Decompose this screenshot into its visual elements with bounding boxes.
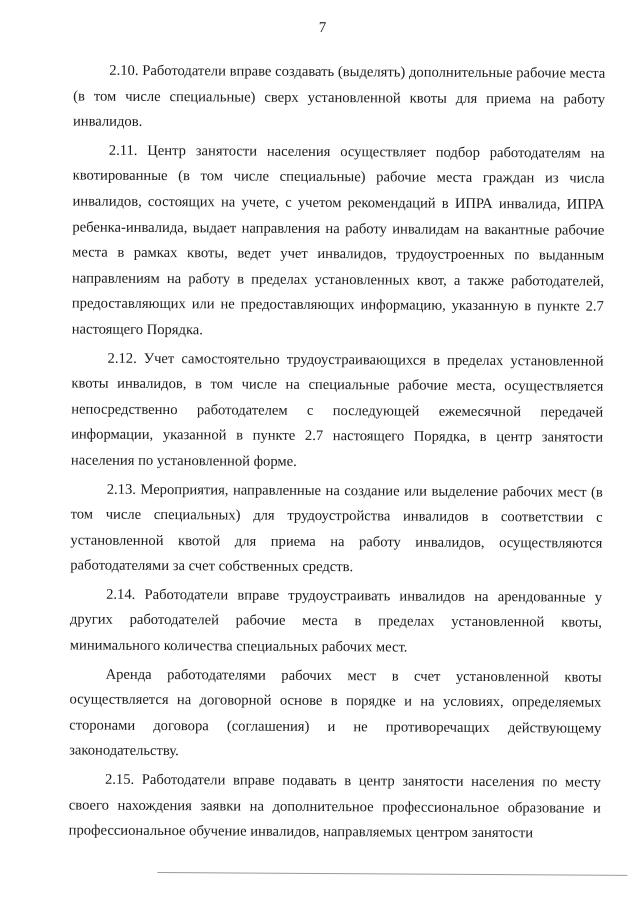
paragraph-2-15: 2.15. Работодатели вправе подавать в центр занятости населения по месту своего нахождения заявки на дополнительное профессиональное образование и профессиональное обучение инвалидов, направляемых центром занятости [68, 771, 602, 842]
paragraph-2-14: 2.14. Работодатели вправе трудоустраивать инвалидов на арендованные у других работодателей рабочие места в пределах установленной квоты, минимального количества специальных рабочих мест. [69, 586, 603, 656]
paragraph-2-13: 2.13. Мероприятия, направленные на создание или выделение рабочих мест (в том числе специальных) для трудоустройства инвалидов в соответствии с установленной квотой для приема на работу инвалидов, осуществляются работодателями за счет собственных средств. [70, 481, 603, 576]
document-body [69, 58, 606, 850]
bottom-divider [157, 872, 627, 876]
paragraph-rent: Аренда работодателями рабочих мест в счет установленной квоты осуществляется на договорной основе в порядке и на условиях, определяемых сторонами договора (соглашения) и не противоречащих действующему законодательству. [69, 666, 602, 760]
paragraph-2-12: 2.12. Учет самостоятельно трудоустраивающихся в пределах установленной квоты инвалидов, в том числе на специальные рабочие места, осуществляется непосредственно работодателем с последующей ежемесячной передачей информации, указанной в пункте 2.7 настоящего Порядка, в центр занятости населения по установленной форме. [70, 350, 604, 470]
paragraph-2-11: 2.11. Центр занятости населения осуществляет подбор работодателям на квотированные (в том числе специальные) рабочие места граждан из числа инвалидов, состоящих на учете, с учетом рекомендаций в ИПРА инвалида, ИПРА ребенка-инвалида, выдает направления на работу инвалидам на вакантные рабочие места в рамках квоты, ведет учет инвалидов, трудоустроенных по выданным направлениям на работу в пределах установленных квот, а также работодателей, предоставляющих или не предоставляющих информацию, указанную в пункте 2.7 настоящего Порядка. [71, 142, 605, 339]
paragraph-2-10: 2.10. Работодатели вправе создавать (выделять) дополнительные рабочие места (в том числе специальные) сверх установленной квоты для приема на работу инвалидов. [72, 62, 606, 131]
page-number: 7 [318, 19, 327, 37]
